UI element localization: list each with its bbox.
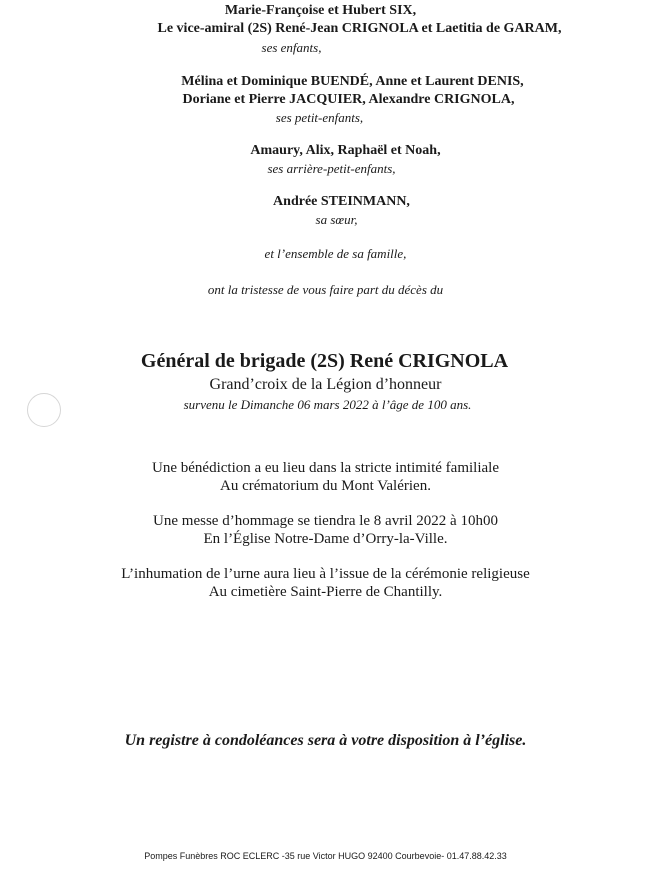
benediction-line-2: Au crématorium du Mont Valérien. bbox=[220, 478, 431, 494]
hole-punch-circle bbox=[27, 393, 61, 427]
deceased-name: Général de brigade (2S) René CRIGNOLA bbox=[140, 350, 509, 372]
children-line-1: Marie-Françoise et Hubert SIX, bbox=[224, 3, 417, 18]
family-line: et l’ensemble de sa famille, bbox=[264, 246, 407, 261]
sister-line: Andrée STEINMANN, bbox=[273, 194, 410, 209]
grandchildren-role: ses petit-enfants, bbox=[275, 110, 364, 125]
registry-note: Un registre à condoléances sera à votre disposition à l’église. bbox=[124, 732, 527, 749]
mass-line-1: Une messe d’hommage se tiendra le 8 avril 2022 à 10h00 bbox=[153, 513, 498, 529]
burial-line-2: Au cimetière Saint-Pierre de Chantilly. bbox=[208, 584, 443, 600]
deceased-date-line: survenu le Dimanche 06 mars 2022 à l’âge de 100 ans. bbox=[183, 397, 472, 412]
mass-line-2: En l’Église Notre-Dame d’Orry-la-Ville. bbox=[203, 531, 448, 547]
children-line-2: Le vice-amiral (2S) René-Jean CRIGNOLA et Laetitia de GARAM, bbox=[157, 21, 562, 36]
deceased-distinction: Grand’croix de la Légion d’honneur bbox=[209, 376, 442, 393]
sister-role: sa sœur, bbox=[315, 212, 358, 227]
footer-funeral-home: Pompes Funèbres ROC ECLERC -35 rue Victor HUGO 92400 Courbevoie- 01.47.88.42.33 bbox=[144, 851, 507, 861]
children-role: ses enfants, bbox=[261, 40, 322, 55]
grandchildren-line-2: Doriane et Pierre JACQUIER, Alexandre CRIGNOLA, bbox=[182, 92, 515, 107]
benediction-line-1: Une bénédiction a eu lieu dans la stricte intimité familiale bbox=[152, 460, 499, 476]
grandchildren-line-1: Mélina et Dominique BUENDÉ, Anne et Laurent DENIS, bbox=[181, 74, 524, 89]
great-grandchildren-role: ses arrière-petit-enfants, bbox=[267, 161, 396, 176]
burial-line-1: L’inhumation de l’urne aura lieu à l’issue de la cérémonie religieuse bbox=[121, 566, 530, 582]
great-grandchildren-line: Amaury, Alix, Raphaël et Noah, bbox=[250, 143, 441, 158]
announcement-line: ont la tristesse de vous faire part du décès du bbox=[207, 282, 444, 297]
